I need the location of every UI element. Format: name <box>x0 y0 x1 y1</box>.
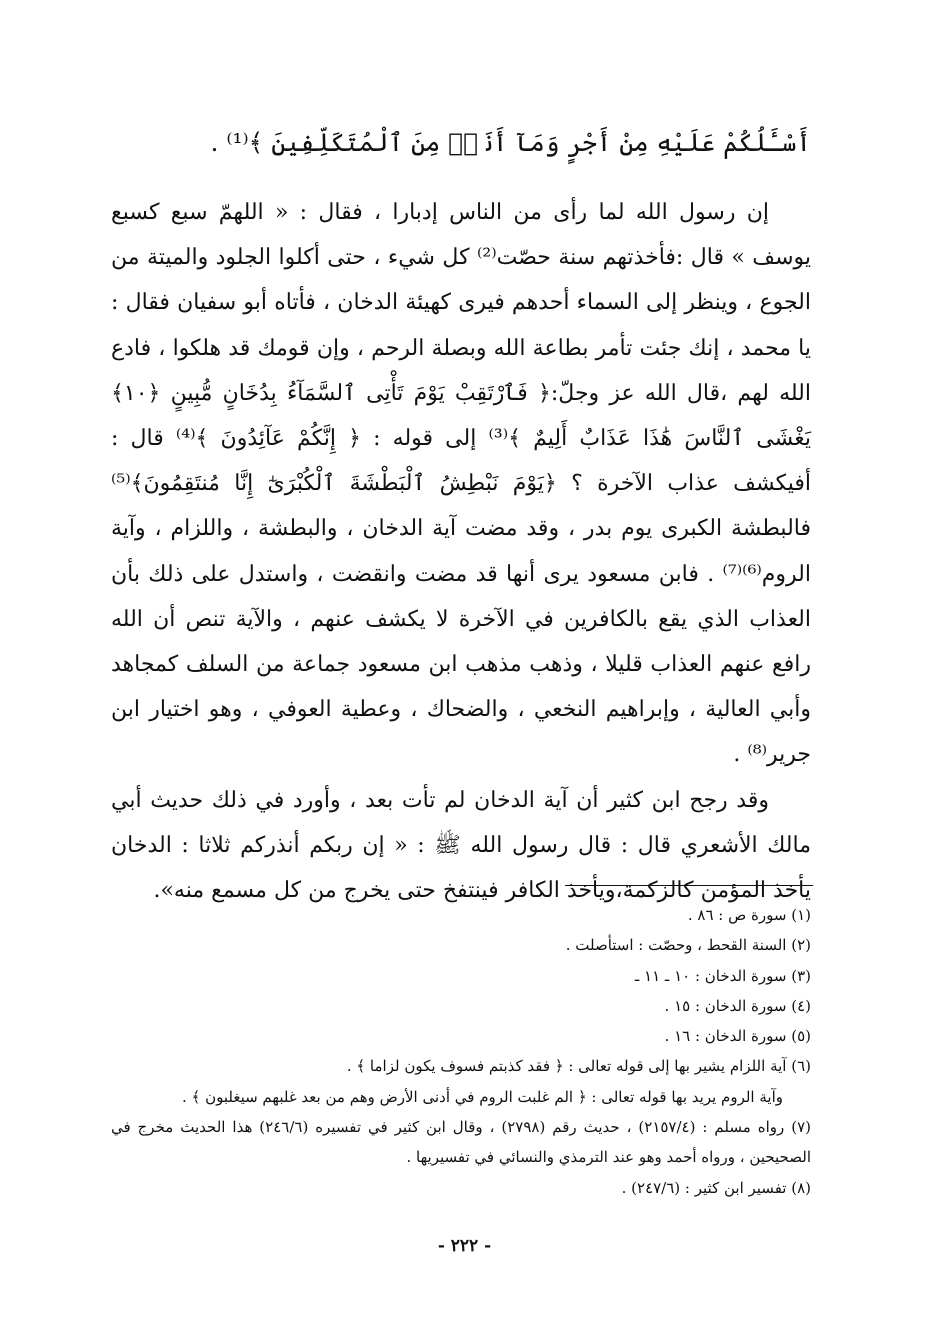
footnotes <box>111 900 811 1203</box>
page-number: - ٢٢٢ - <box>437 1236 492 1256</box>
footnote-6: (٦) آية اللزام يشير بها إلى قوله تعالى : ﴿ فقد كذبتم فسوف يكون لزاما ﴾ . <box>346 1057 811 1076</box>
footnote-8: (٨) تفسير ابن كثير : (٢٤٧/٦) . <box>621 1178 811 1197</box>
footnote-7: (٧) رواه مسلم : (٢١٥٧/٤) ، حديث رقم (٢٧٩٨) ، وقال ابن كثير في تفسيره (٢٤٦/٦) هذا الحديث مخرج في الصحيحين ، ورواه أحمد وهو عند الترمذي والنسائي في تفسيريها . <box>111 1118 811 1167</box>
paragraph-2: وقد رجح ابن كثير أن آية الدخان لم تأت بعد ، وأورد في ذلك حديث أبي مالك الأشعري قال : قال رسول الله ﷺ : « إن ربكم أنذركم ثلاثا : الدخان يأخذ المؤمن كالزكمة،ويأخذ الكافر فينتفخ حتى يخرج من كل مسمع منه». <box>111 787 811 904</box>
main-text <box>111 190 811 913</box>
footnote-1: (١) سورة ص : ٨٦ . <box>687 906 811 924</box>
footnote-4: (٤) سورة الدخان : ١٥ . <box>664 996 811 1015</box>
quran-verse-continuation: أَسْـَٔلُكُمْ عَلَيْهِ مِنْ أَجْرٍ وَمَآ أَنَا۠ مِنَ ٱلْمُتَكَلِّفِينَ ﴾⁽¹⁾ . <box>210 128 811 157</box>
footnote-separator <box>565 885 813 886</box>
paragraph-1: إن رسول الله لما رأى من الناس إدبارا ، فقال : « اللهمّ سبع كسبع يوسف » قال :فأخذتهم سنة حصّت⁽²⁾ كل شيء ، حتى أكلوا الجلود والميتة من الجوع ، وينظر إلى السماء أحدهم فيرى كهيئة الدخان ، فأتاه أبو سفيان فقال : يا محمد ، إنك جئت تأمر بطاعة الله وبصلة الرحم ، وإن قومك قد هلكوا ، فادع الله لهم ،قال الله عز وجلّ:﴿ فَٱرْتَقِبْ يَوْمَ تَأْتِى ٱلسَّمَآءُ بِدُخَانٍ مُّبِينٍ ﴿١٠﴾ يَغْشَى ٱلنَّاسَ هَٰذَا عَذَابٌ أَلِيمٌ ﴾⁽³⁾ إلى قوله : ﴿ إِنَّكُمْ عَآئِدُونَ ﴾⁽⁴⁾ قال : أفيكشف عذاب الآخرة ؟ ﴿يَوْمَ نَبْطِشُ ٱلْبَطْشَةَ ٱلْكُبْرَىٰٓ إِنَّا مُنتَقِمُونَ﴾⁽⁵⁾ فالبطشة الكبرى يوم بدر ، وقد مضت آية الدخان ، والبطشة ، واللزام ، وآية الروم⁽⁶⁾⁽⁷⁾ . فابن مسعود يرى أنها قد مضت وانقضت ، واستدل على ذلك بأن العذاب الذي يقع بالكافرين في الآخرة لا يكشف عنهم ، والآية تنص أن الله رافع عنهم العذاب قليلا ، وذهب مذهب ابن مسعود جماعة من السلف كمجاهد وأبي العالية ، وإبراهيم النخعي ، والضحاك ، وعطية العوفي ، وهو اختيار ابن جرير⁽⁸⁾ . <box>111 200 811 768</box>
footnote-6-continuation: وآية الروم يريد بها قوله تعالى : ﴿ الم غلبت الروم في أدنى الأرض وهم من بعد غلبهم سيغلبون ﴾ . <box>181 1087 783 1106</box>
footnote-5: (٥) سورة الدخان : ١٦ . <box>664 1027 811 1046</box>
footnote-2: (٢) السنة القحط ، وحصّت : استأصلت . <box>565 936 811 955</box>
footnote-3: (٣) سورة الدخان : ١٠ ـ ١١ ـ <box>634 966 811 985</box>
